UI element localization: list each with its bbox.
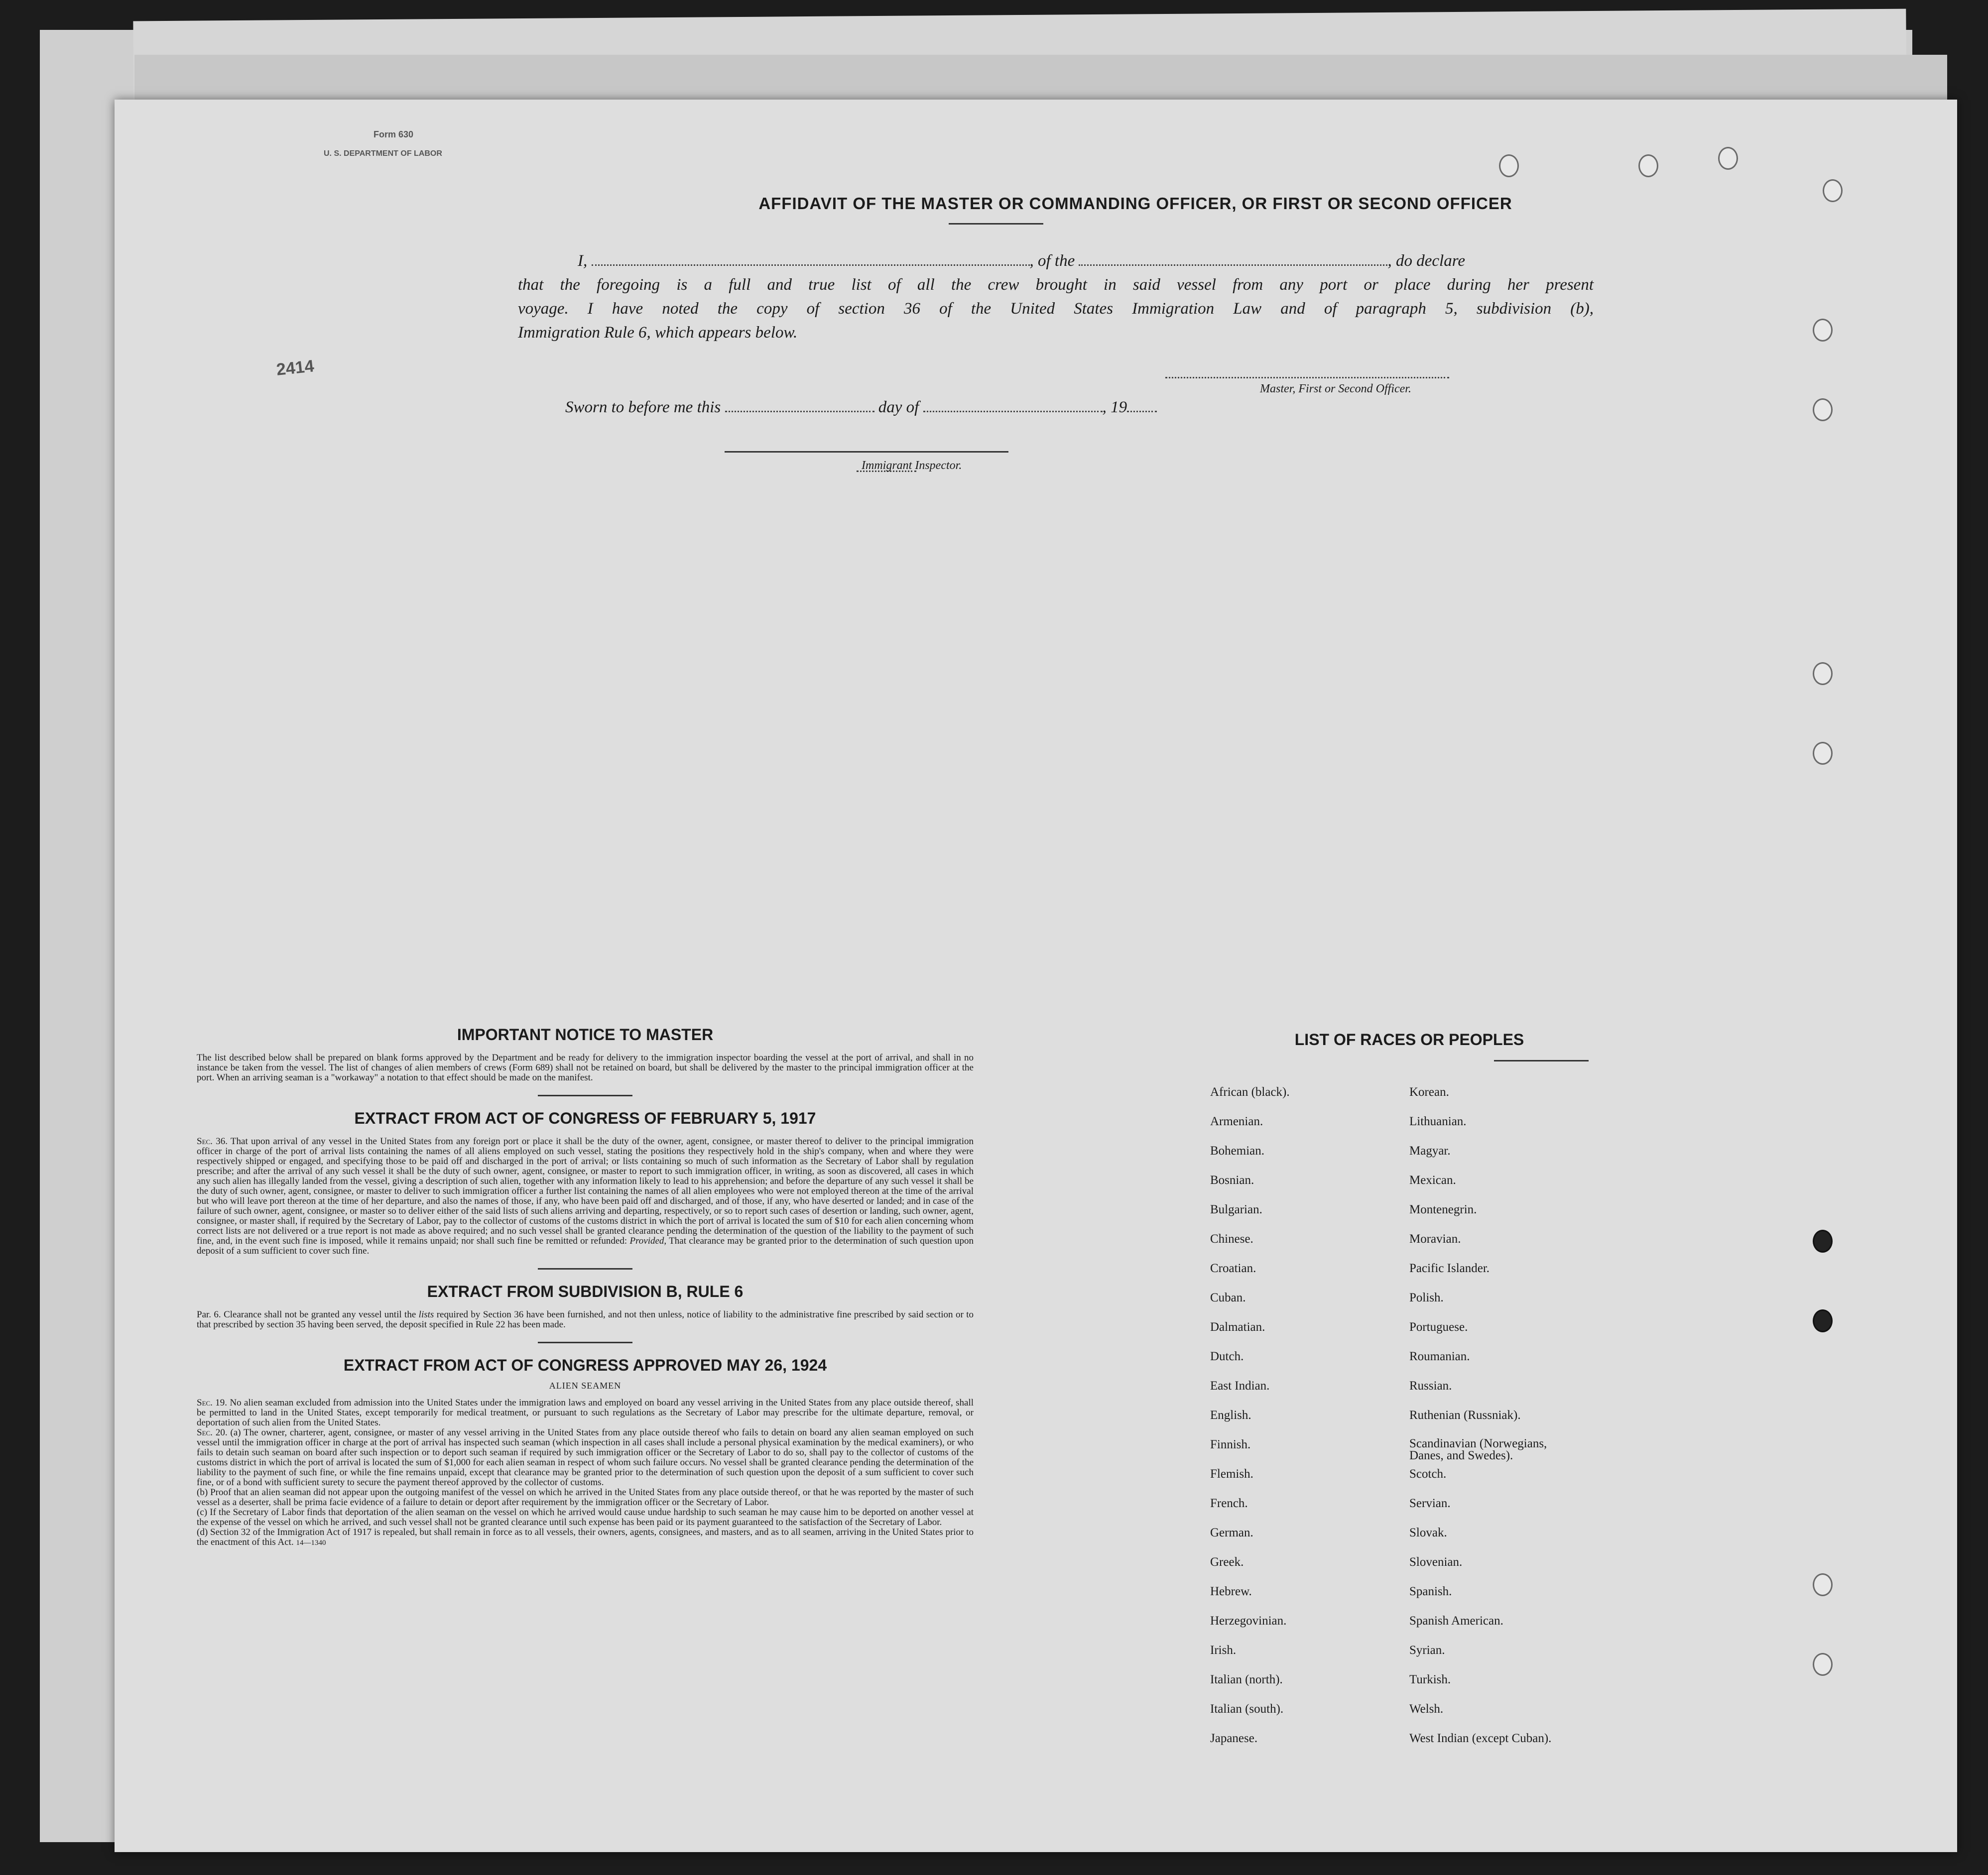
day-of-label: day of (878, 398, 919, 416)
rule-6-title: EXTRACT FROM SUBDIVISION B, RULE 6 (427, 1283, 744, 1300)
sworn-line (565, 398, 1157, 417)
punch-hole (1813, 1309, 1833, 1332)
month-blank (923, 410, 1103, 412)
punch-hole (1718, 147, 1738, 170)
sec-20a-text (197, 1428, 974, 1488)
race-item: Greek. (1210, 1555, 1244, 1569)
section-body: That upon arrival of any vessel in the United States from any foreign port or place it shall be the duty of the owner, agent, consignee, or master thereof to deliver to the principal immigration officer in charge of the port of arrival lists containing the names of all aliens employed on such vessel, stating the positions they respectively hold in the ship's company, when and where they were respectively shipped or engaged, and specifying those to be paid off and discharged in the port of arrival; or lists containing so much of such information as the Secretary of Labor shall by regulation prescribe; and after the arrival of any such vessel it shall be the duty of such owner, agent, consignee, or master to report to such immigration officer, in writing, as soon as discovered, all cases in which any such alien has illegally landed from the vessel, giving a description of such alien, together with any information likely to lead to his apprehension; and before the departure of any such vessel it shall be the duty of such owner, agent, consignee, or master to deliver to such immigration officer a further list containing the names of all alien employees who were not employed thereon at the time of the arrival but who will leave port thereon at the time of her departure, and also the names of those, if any, who have been paid off and discharged, and of those, if any, who have deserted or landed; and in case of the failure of such owner, agent, consignee, or master so to deliver either of the said lists of such aliens arriving and departing, respectively, or so to report such cases of desertion or landing, such owner, agent, consignee, or master shall, if required by the Secretary of Labor, pay to the collector of customs of the customs district in which the port of arrival is located the sum of $10 for each alien concerning whom correct lists are not delivered or a true report is not made as above required; and no such vessel shall be granted clearance pending the determination of the question of the liability to the payment of such fine, and, in the event such fine is imposed, while it remains unpaid; nor shall such fine be remitted or refunded: (197, 1136, 974, 1246)
race-item: East Indian. (1210, 1379, 1270, 1393)
section-body: That clearance may be granted prior to the determination of such question upon deposit of a sum sufficient to cover such fine. (197, 1236, 974, 1256)
races-title: LIST OF RACES OR PEOPLES (1294, 1031, 1524, 1049)
race-item: Slovenian. (1409, 1555, 1463, 1569)
title-rule (949, 223, 1043, 225)
race-item: Scandinavian (Norwegians, Danes, and Swedes). (1409, 1437, 1547, 1462)
punch-hole (1813, 662, 1833, 685)
handwritten-number: 2414 (275, 356, 315, 379)
punch-hole (1638, 154, 1658, 177)
declare-label: , do declare (1387, 252, 1465, 270)
punch-hole (1813, 1573, 1833, 1596)
race-item: Flemish. (1210, 1467, 1253, 1481)
sec-20d-text (197, 1527, 974, 1548)
race-item: Polish. (1409, 1291, 1444, 1304)
race-item: Turkish. (1409, 1673, 1451, 1686)
inspector-signature-line (725, 451, 1008, 453)
of-the-label: , of the (1029, 252, 1075, 270)
section-body: (a) The owner, charterer, agent, consignee, or master of any vessel arriving in the United States from any place outside thereof who fails to detain on board any alien seaman employed on such vessel until the immigration officer in charge at the port of arrival has inspected such seaman (which inspection in all cases shall include a personal physical examination by the medical examiners), or who fails to detain such seaman on board after such inspection or to deport such seaman if required by such immigration officer or the Secretary of Labor to do so, shall pay to the collector of customs of the customs district in which the port of arrival is located the sum of $1,000 for each alien seaman in respect of whom such failure occurs. No vessel shall be granted clearance pending the determination of the liability to the payment of such fine, or while the fine remains unpaid, except that clearance may be granted prior to the determination of such question upon the deposit of a sum sufficient to cover such fine, or of a bond with sufficient surety to secure the payment thereof approved by the collector of customs. (197, 1427, 974, 1488)
race-item: Herzegovinian. (1210, 1614, 1287, 1628)
punch-hole (1813, 1230, 1833, 1253)
race-item: Lithuanian. (1409, 1115, 1467, 1128)
race-item: Hebrew. (1210, 1585, 1252, 1598)
affidavit-text (518, 249, 1594, 345)
form-number: Form 630 (373, 129, 414, 139)
legal-notices (197, 1026, 974, 1548)
alien-seamen-subtitle: ALIEN SEAMEN (549, 1381, 621, 1391)
section-body: required by Section 36 have been furnished, and not then unless, notice of liability to the administrative fine prescribed by said section or to that prescribed by section 35 having been served, the deposit specified in Rule 22 has been made. (197, 1309, 974, 1330)
affidavit-title: AFFIDAVIT OF THE MASTER OR COMMANDING OFFICER, OR FIRST OR SECOND OFFICER (758, 194, 1512, 213)
section-rule (538, 1342, 632, 1343)
section-rule (538, 1268, 632, 1270)
section-label: Sec. 36. (197, 1136, 228, 1147)
race-item: Chinese. (1210, 1232, 1253, 1246)
race-item: Dutch. (1210, 1350, 1244, 1363)
race-item: Magyar. (1409, 1144, 1451, 1158)
race-item: Moravian. (1409, 1232, 1461, 1246)
section-label: Sec. 20. (197, 1427, 228, 1438)
race-item: Russian. (1409, 1379, 1452, 1393)
act-1917-text (197, 1137, 974, 1256)
race-item: Pacific Islander. (1409, 1262, 1490, 1275)
race-item: Portuguese. (1409, 1320, 1468, 1334)
notice-text: The list described below shall be prepared on blank forms approved by the Department and be ready for delivery to the immigration inspector boarding the vessel at the port of arrival, and shall in no instance be taken from the vessel. The list of changes of alien members of crews (Form 689) shall not be retained on board, but shall be delivered by the master to the principal immigration officer at the port. When an arriving seaman is a "workaway" a notation to that effect should be made on the manifest. (197, 1053, 974, 1083)
punch-hole (1813, 319, 1833, 342)
races-list (1210, 1031, 1808, 1745)
affidavit-line: Immigration Rule 6, which appears below. (518, 324, 798, 342)
day-blank (725, 410, 874, 412)
sworn-prefix: Sworn to before me this (565, 398, 721, 416)
race-item: Scotch. (1409, 1467, 1447, 1481)
race-item: Dalmatian. (1210, 1320, 1265, 1334)
print-code: 14—1340 (296, 1539, 326, 1547)
race-item: Syrian. (1409, 1643, 1445, 1657)
race-item: Servian. (1409, 1497, 1451, 1510)
race-item: Roumanian. (1409, 1350, 1470, 1363)
race-item: Spanish. (1409, 1585, 1452, 1598)
year-label: , 19 (1102, 398, 1127, 416)
master-signature-label: Master, First or Second Officer. (1260, 382, 1411, 395)
race-item: Bohemian. (1210, 1144, 1265, 1158)
punch-hole (1813, 1653, 1833, 1676)
race-item: African (black). (1210, 1085, 1290, 1099)
race-item: Bosnian. (1210, 1173, 1254, 1187)
sec-20b-text: (b) Proof that an alien seaman did not appear upon the outgoing manifest of the vessel on which he arrived in the United States from any place outside thereof, or that he was reported by the master of such vessel as a deserter, shall be prima facie evidence of a failure to detain or deport after requirement by the immigration officer or the Secretary of Labor. (197, 1487, 974, 1508)
provided-word: Provided, (629, 1236, 667, 1246)
races-column-b (1409, 1085, 1574, 1761)
races-rule (1494, 1060, 1589, 1061)
year-blank (1127, 410, 1157, 412)
section-label: Sec. 19. (197, 1398, 228, 1408)
races-column-a (1210, 1085, 1290, 1761)
punch-hole (1813, 742, 1833, 765)
sec-20c-text: (c) If the Secretary of Labor finds that deportation of the alien seaman on the vessel on which he arrived would cause undue hardship to such seaman he may cause him to be deported on another vessel at the expense of the vessel on which he arrived, and such vessel shall not be granted clearance until such expense has been paid or its payment guaranteed to the satisfaction of the Secretary of Labor. (197, 1507, 974, 1527)
race-item: French. (1210, 1497, 1248, 1510)
race-item: German. (1210, 1526, 1253, 1539)
name-blank (592, 264, 1030, 266)
punch-hole (1823, 179, 1843, 202)
i-label: I, (578, 252, 588, 270)
race-item: Armenian. (1210, 1115, 1263, 1128)
race-item: Finnish. (1210, 1438, 1251, 1451)
race-item: Korean. (1409, 1085, 1449, 1099)
inspector-label: Immigrant Inspector. (862, 459, 962, 472)
race-item: West Indian (except Cuban). (1409, 1732, 1552, 1745)
race-item: Croatian. (1210, 1262, 1256, 1275)
punch-hole (1813, 398, 1833, 421)
section-body: Par. 6. Clearance shall not be granted any vessel until the (197, 1309, 416, 1320)
race-item: Mexican. (1409, 1173, 1456, 1187)
race-item: Italian (north). (1210, 1673, 1283, 1686)
notice-title: IMPORTANT NOTICE TO MASTER (457, 1026, 714, 1044)
act-1924-title: EXTRACT FROM ACT OF CONGRESS APPROVED MAY 26, 1924 (343, 1356, 827, 1374)
sec-19-text (197, 1398, 974, 1428)
section-body: No alien seaman excluded from admission into the United States under the immigration laws and employed on board any vessel arriving in the United States from any place outside thereof, shall be permitted to land in the United States, except temporarily for medical treatment, or pursuant to such regulations as the Secretary of Labor may prescribe for the ultimate departure, removal, or deportation of such alien from the United States. (197, 1398, 974, 1428)
race-item: Cuban. (1210, 1291, 1246, 1304)
section-rule (538, 1095, 632, 1096)
race-item: Welsh. (1409, 1702, 1444, 1716)
act-1917-title: EXTRACT FROM ACT OF CONGRESS OF FEBRUARY 5, 1917 (354, 1109, 816, 1127)
punch-hole (1499, 154, 1519, 177)
section-body: (d) Section 32 of the Immigration Act of 1917 is repealed, but shall remain in force as to all vessels, their owners, agents, consignees, and masters, and as to all seamen, arriving in the United States prior to the enactment of this Act. (197, 1527, 974, 1547)
race-item: Italian (south). (1210, 1702, 1284, 1716)
race-item: Japanese. (1210, 1732, 1258, 1745)
race-item: English. (1210, 1408, 1251, 1422)
master-signature-line (1165, 377, 1449, 378)
vessel-blank (1079, 264, 1387, 266)
race-item: Slovak. (1409, 1526, 1447, 1539)
rule-6-text (197, 1310, 974, 1330)
declaration-line (518, 249, 1594, 273)
race-item: Irish. (1210, 1643, 1237, 1657)
race-item: Ruthenian (Russniak). (1409, 1408, 1521, 1422)
manifest-page (115, 100, 1957, 1852)
race-item: Spanish American. (1409, 1614, 1503, 1628)
race-item: Montenegrin. (1409, 1203, 1477, 1216)
affidavit-line: voyage. I have noted the copy of section 36 of the United States Immigration Law and of paragraph 5, subdivision (b), (518, 300, 1594, 318)
lists-word: lists (418, 1309, 434, 1320)
department-label: U. S. DEPARTMENT OF LABOR (324, 149, 442, 158)
race-item: Bulgarian. (1210, 1203, 1262, 1216)
affidavit-line: that the foregoing is a full and true list of all the crew brought in said vessel from any port or place during her present (518, 276, 1594, 294)
